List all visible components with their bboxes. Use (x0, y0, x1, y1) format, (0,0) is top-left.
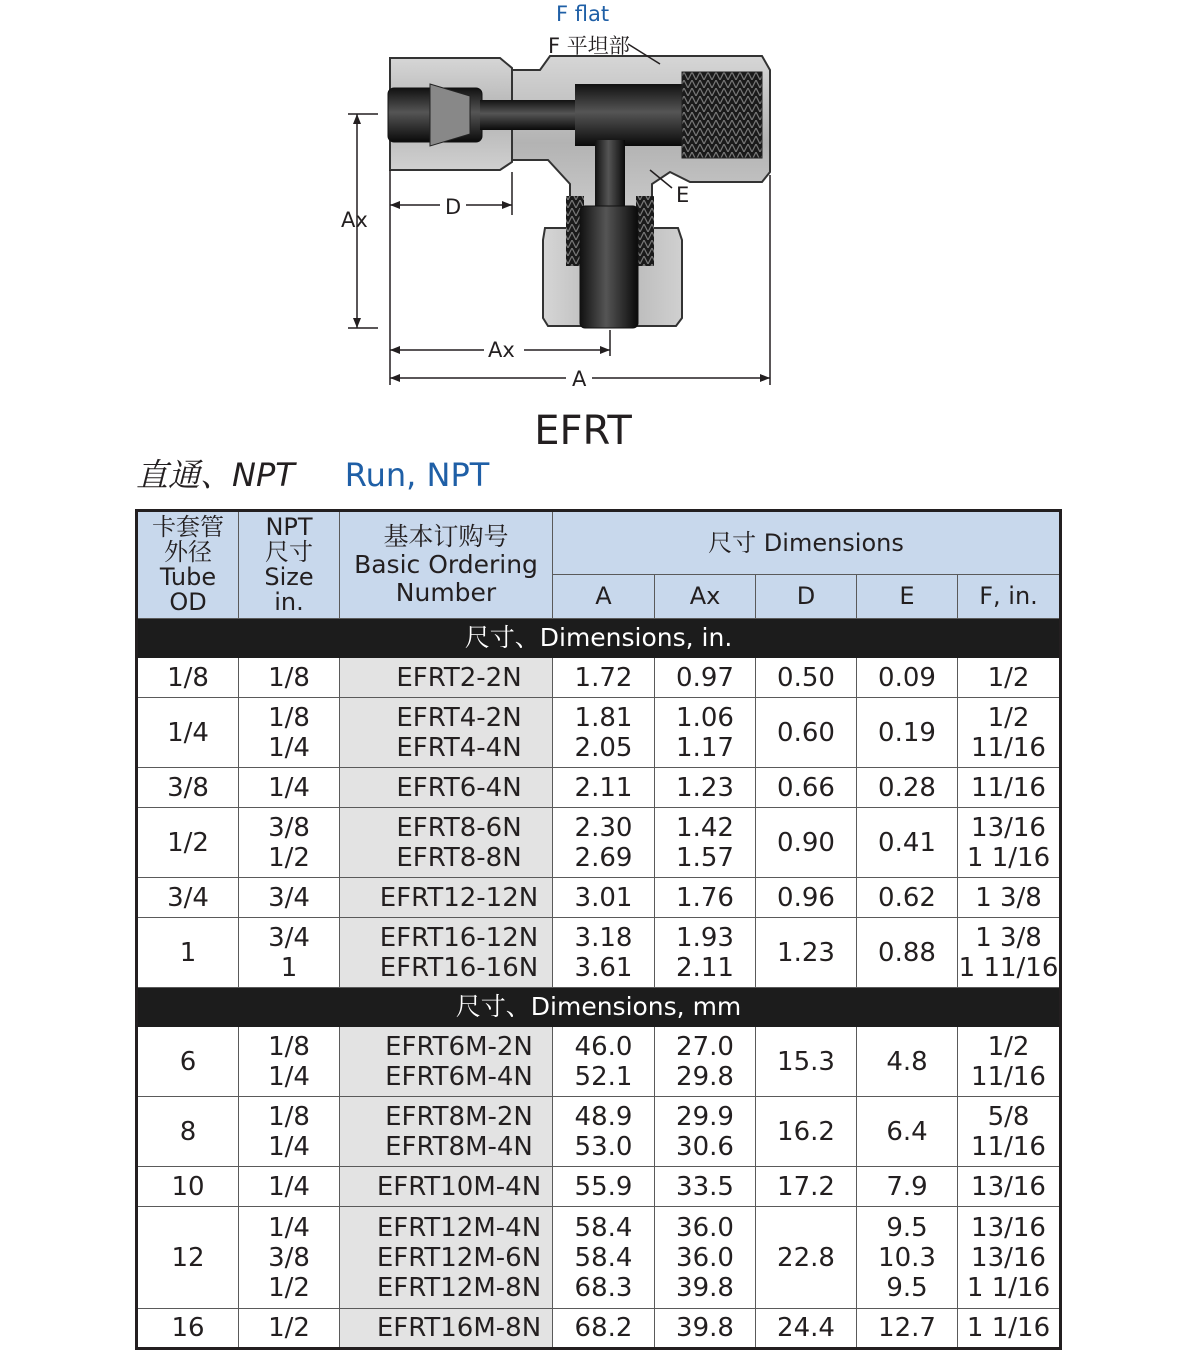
cell-f: 13/16 (958, 1167, 1061, 1207)
d-label: D (445, 195, 462, 219)
cell-f: 13/16 13/16 1 1/16 (958, 1207, 1061, 1309)
cell-tube-od: 6 (137, 1027, 239, 1097)
band-label: 尺寸、Dimensions, mm (137, 988, 1061, 1027)
cell-a: 3.01 (553, 878, 655, 918)
cell-d: 24.4 (756, 1309, 857, 1349)
cell-tube-od: 10 (137, 1167, 239, 1207)
header-col-ax: Ax (655, 575, 756, 619)
table-row (137, 918, 1061, 988)
cell-a: 48.9 53.0 (553, 1097, 655, 1167)
cell-tube-od: 1 (137, 918, 239, 988)
cell-d: 1.23 (756, 918, 857, 988)
cell-npt-size: 3/4 (239, 878, 340, 918)
e-label: E (676, 183, 690, 207)
cell-ax: 36.0 36.0 39.8 (655, 1207, 756, 1309)
cell-e: 4.8 (857, 1027, 958, 1097)
cell-a: 1.72 (553, 658, 655, 698)
table-row (137, 808, 1061, 878)
cell-npt-size: 1/2 (239, 1309, 340, 1349)
header-col-e: E (857, 575, 958, 619)
cell-npt-size: 3/8 1/2 (239, 808, 340, 878)
cell-ordering-number: EFRT4-2N EFRT4-4N (340, 698, 553, 768)
cell-f: 13/16 1 1/16 (958, 808, 1061, 878)
header-dimensions: 尺寸 Dimensions (553, 511, 1061, 575)
cell-tube-od: 3/8 (137, 768, 239, 808)
cell-ordering-number: EFRT10M-4N (340, 1167, 553, 1207)
cell-e: 0.62 (857, 878, 958, 918)
cell-ordering-number: EFRT8M-2N EFRT8M-4N (340, 1097, 553, 1167)
cell-e: 0.09 (857, 658, 958, 698)
cell-a: 3.18 3.61 (553, 918, 655, 988)
cell-npt-size: 1/4 3/8 1/2 (239, 1207, 340, 1309)
table-row (137, 768, 1061, 808)
cell-ordering-number: EFRT12-12N (340, 878, 553, 918)
table-row (137, 1167, 1061, 1207)
cell-e: 9.5 10.3 9.5 (857, 1207, 958, 1309)
header-tube-od: 卡套管 外径 Tube OD (137, 511, 239, 619)
cell-ordering-number: EFRT16M-8N (340, 1309, 553, 1349)
cell-ax: 0.97 (655, 658, 756, 698)
cell-ax: 39.8 (655, 1309, 756, 1349)
cell-a: 68.2 (553, 1309, 655, 1349)
header-col-d: D (756, 575, 857, 619)
dimensions-table (135, 509, 1062, 1350)
table-row (137, 1097, 1061, 1167)
cell-f: 11/16 (958, 768, 1061, 808)
ax-vertical-label: Ax (341, 208, 368, 232)
cell-ax: 1.76 (655, 878, 756, 918)
cell-d: 17.2 (756, 1167, 857, 1207)
cell-a: 1.81 2.05 (553, 698, 655, 768)
cell-npt-size: 1/4 (239, 1167, 340, 1207)
cell-e: 6.4 (857, 1097, 958, 1167)
cell-d: 15.3 (756, 1027, 857, 1097)
cell-a: 46.0 52.1 (553, 1027, 655, 1097)
cell-e: 0.41 (857, 808, 958, 878)
header-col-a: A (553, 575, 655, 619)
band-dimensions-in (137, 619, 1061, 658)
cell-a: 58.4 58.4 68.3 (553, 1207, 655, 1309)
cell-e: 7.9 (857, 1167, 958, 1207)
cell-f: 1 3/8 1 11/16 (958, 918, 1061, 988)
tee-fitting-cross-section-icon (0, 0, 1200, 420)
cell-ax: 29.9 30.6 (655, 1097, 756, 1167)
a-label: A (572, 367, 587, 391)
cell-tube-od: 1/2 (137, 808, 239, 878)
cell-f: 1/2 11/16 (958, 698, 1061, 768)
cell-npt-size: 1/4 (239, 768, 340, 808)
cell-tube-od: 12 (137, 1207, 239, 1309)
cell-e: 0.19 (857, 698, 958, 768)
band-label: 尺寸、Dimensions, in. (137, 619, 1061, 658)
cell-ax: 27.0 29.8 (655, 1027, 756, 1097)
cell-a: 55.9 (553, 1167, 655, 1207)
cell-ordering-number: EFRT6-4N (340, 768, 553, 808)
flat-label-cn: F 平坦部 (548, 34, 630, 58)
cell-e: 12.7 (857, 1309, 958, 1349)
cell-tube-od: 16 (137, 1309, 239, 1349)
header-col-f: F, in. (958, 575, 1061, 619)
cell-d: 0.60 (756, 698, 857, 768)
cell-d: 16.2 (756, 1097, 857, 1167)
cell-ordering-number: EFRT12M-4N EFRT12M-6N EFRT12M-8N (340, 1207, 553, 1309)
table-row (137, 1207, 1061, 1309)
ax-horizontal-label: Ax (488, 338, 515, 362)
cell-npt-size: 1/8 1/4 (239, 698, 340, 768)
cell-e: 0.28 (857, 768, 958, 808)
flat-label-en: F flat (556, 2, 610, 26)
header-ordering-number: 基本订购号 Basic Ordering Number (340, 511, 553, 619)
cell-ax: 1.93 2.11 (655, 918, 756, 988)
cell-tube-od: 1/4 (137, 698, 239, 768)
cell-npt-size: 1/8 (239, 658, 340, 698)
cell-ordering-number: EFRT6M-2N EFRT6M-4N (340, 1027, 553, 1097)
cell-ordering-number: EFRT2-2N (340, 658, 553, 698)
section-heading (136, 450, 489, 496)
cell-ax: 1.06 1.17 (655, 698, 756, 768)
cell-f: 1/2 (958, 658, 1061, 698)
cell-npt-size: 3/4 1 (239, 918, 340, 988)
cell-d: 0.96 (756, 878, 857, 918)
table-row (137, 1309, 1061, 1349)
table-row (137, 658, 1061, 698)
cell-a: 2.30 2.69 (553, 808, 655, 878)
cell-f: 5/8 11/16 (958, 1097, 1061, 1167)
model-title: EFRT (534, 408, 632, 454)
cell-ax: 1.42 1.57 (655, 808, 756, 878)
cell-tube-od: 1/8 (137, 658, 239, 698)
cell-npt-size: 1/8 1/4 (239, 1097, 340, 1167)
cell-tube-od: 8 (137, 1097, 239, 1167)
cell-ordering-number: EFRT8-6N EFRT8-8N (340, 808, 553, 878)
section-heading-cn: 直通、NPT (136, 456, 295, 494)
cell-tube-od: 3/4 (137, 878, 239, 918)
cell-d: 0.50 (756, 658, 857, 698)
cell-f: 1/2 11/16 (958, 1027, 1061, 1097)
fitting-drawing (0, 0, 1200, 420)
cell-d: 22.8 (756, 1207, 857, 1309)
table-row (137, 698, 1061, 768)
cell-f: 1 3/8 (958, 878, 1061, 918)
cell-f: 1 1/16 (958, 1309, 1061, 1349)
band-dimensions-mm (137, 988, 1061, 1027)
table-row (137, 878, 1061, 918)
cell-a: 2.11 (553, 768, 655, 808)
header-npt-size: NPT 尺寸 Size in. (239, 511, 340, 619)
section-heading-en: Run, NPT (344, 456, 490, 494)
cell-npt-size: 1/8 1/4 (239, 1027, 340, 1097)
cell-d: 0.66 (756, 768, 857, 808)
cell-ax: 33.5 (655, 1167, 756, 1207)
cell-ordering-number: EFRT16-12N EFRT16-16N (340, 918, 553, 988)
table-row (137, 1027, 1061, 1097)
cell-d: 0.90 (756, 808, 857, 878)
cell-e: 0.88 (857, 918, 958, 988)
cell-ax: 1.23 (655, 768, 756, 808)
